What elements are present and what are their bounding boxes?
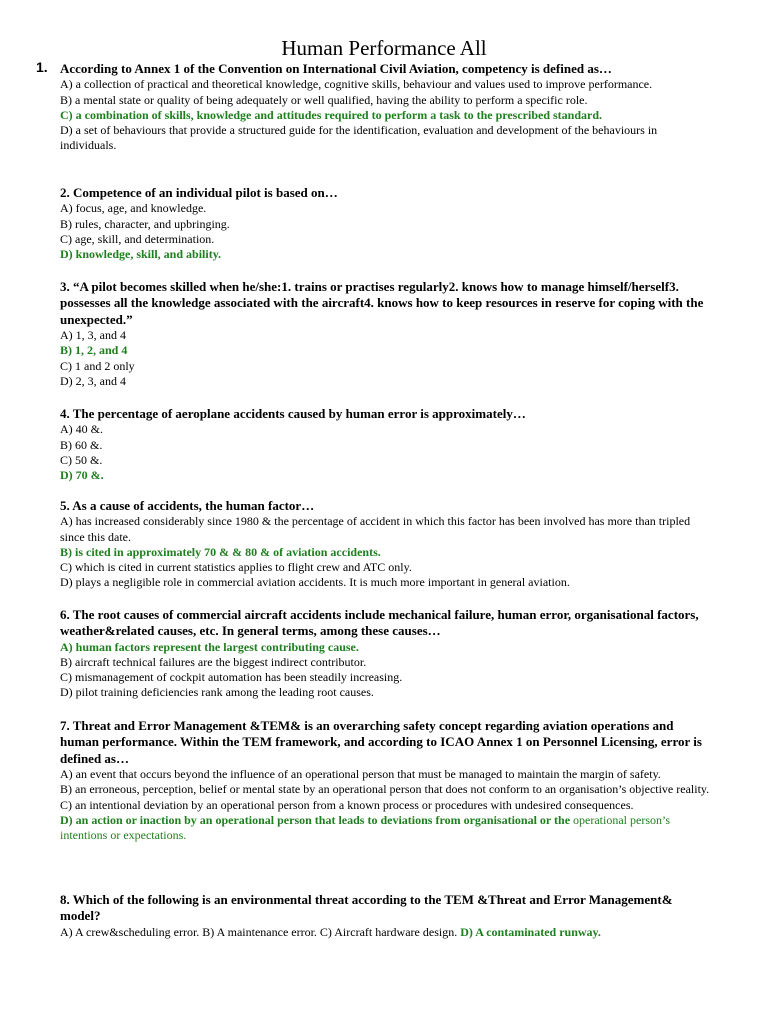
question-1: [60, 61, 710, 153]
question-5-option-c: C) which is cited in current statistics applies to flight crew and ATC only.: [60, 560, 412, 575]
question-4: [60, 406, 710, 483]
question-3: [60, 279, 710, 389]
question-5-option-b-correct: B) is cited in approximately 70 & & 80 & of aviation accidents.: [60, 544, 381, 559]
question-6-stem: 6. The root causes of commercial aircraft accidents include mechanical failure, human error, organisational factors, weather&related causes, etc. In general terms, among these causes…: [60, 607, 699, 639]
question-6-option-d: D) pilot training deficiencies rank among the leading root causes.: [60, 685, 374, 700]
question-3-option-d: D) 2, 3, and 4: [60, 373, 126, 388]
question-3-option-b-correct: B) 1, 2, and 4: [60, 343, 128, 358]
question-8-options-abc: A) A crew&scheduling error. B) A maintenance error. C) Aircraft hardware design.: [60, 924, 461, 939]
question-2-option-b: B) rules, character, and upbringing.: [60, 216, 230, 231]
question-3-option-c: C) 1 and 2 only: [60, 358, 135, 373]
question-7: [60, 718, 710, 843]
question-6-option-b: B) aircraft technical failures are the biggest indirect contributor.: [60, 655, 367, 670]
question-7-stem: 7. Threat and Error Management &TEM& is an overarching safety concept regarding aviation operations and human performance. Within the TEM framework, and according to ICAO Annex 1 on Personnel Licensing, error is defined as…: [60, 718, 702, 766]
question-8: [60, 892, 710, 940]
question-4-option-c: C) 50 &.: [60, 452, 103, 467]
question-5-stem: 5. As a cause of accidents, the human factor…: [60, 498, 315, 513]
question-6-option-c: C) mismanagement of cockpit automation has been steadily increasing.: [60, 670, 403, 685]
question-3-option-a: A) 1, 3, and 4: [60, 328, 126, 343]
question-1-option-a: A) a collection of practical and theoretical knowledge, cognitive skills, behaviour and values used to improve performance.: [60, 77, 653, 92]
question-7-option-c: C) an intentional deviation by an operational person from a known process or procedures with undesired consequences.: [60, 797, 634, 812]
question-4-stem: 4. The percentage of aeroplane accidents caused by human error is approximately…: [60, 406, 526, 421]
question-5-option-d: D) plays a negligible role in commercial aviation accidents. It is much more important in general aviation.: [60, 575, 570, 590]
question-4-option-b: B) 60 &.: [60, 437, 103, 452]
question-7-option-b: B) an erroneous, perception, belief or mental state by an operational person that does not conform to an organisation’s objective reality.: [60, 782, 710, 797]
question-7-option-d-bold: D) an action or inaction by an operational person that leads to deviations from organisational or the: [60, 812, 571, 827]
question-7-option-d-correct: [60, 813, 710, 843]
question-2-option-c: C) age, skill, and determination.: [60, 231, 215, 246]
question-7-option-d-plain: operational person’s intentions or expectations.: [60, 812, 671, 843]
question-2-option-d-correct: D) knowledge, skill, and ability.: [60, 247, 222, 262]
question-2-option-a: A) focus, age, and knowledge.: [60, 201, 207, 216]
question-5: [60, 498, 710, 590]
question-1-option-c-correct: C) a combination of skills, knowledge and attitudes required to perform a task to the prescribed standard.: [60, 107, 603, 122]
question-1-number: 1.: [36, 59, 48, 75]
question-1-option-b: B) a mental state or quality of being adequately or well qualified, having the ability to perform a specific role.: [60, 92, 588, 107]
question-2-stem: 2. Competence of an individual pilot is based on…: [60, 185, 338, 200]
question-1-stem: According to Annex 1 of the Convention on International Civil Aviation, competency is defined as…: [60, 61, 612, 76]
question-6-option-a-correct: A) human factors represent the largest contributing cause.: [60, 639, 359, 654]
question-8-stem: 8. Which of the following is an environmental threat according to the TEM &Threat and Error Management& model?: [60, 892, 673, 924]
question-4-option-d-correct: D) 70 &.: [60, 468, 104, 483]
question-5-option-a: A) has increased considerably since 1980 & the percentage of accident in which this factor has been involved has more than tripled since this date.: [60, 514, 691, 544]
question-6: [60, 607, 710, 701]
page-title: Human Performance All: [281, 36, 487, 60]
question-7-option-a: A) an event that occurs beyond the influence of an operational person that must be managed to maintain the margin of safety.: [60, 767, 661, 782]
question-4-option-a: A) 40 &.: [60, 422, 103, 437]
question-3-stem: 3. “A pilot becomes skilled when he/she:1. trains or practises regularly2. knows how to manage himself/herself3. possesses all the knowledge associated with the aircraft4. knows how to keep resources in reserve for coping with the unexpected.”: [60, 279, 704, 327]
question-8-option-d-correct: D) A contaminated runway.: [460, 924, 601, 939]
question-2: [60, 185, 710, 262]
question-1-option-d: D) a set of behaviours that provide a structured guide for the identification, evaluation and development of the behaviours in individuals.: [60, 123, 658, 153]
question-8-options: [60, 925, 710, 940]
